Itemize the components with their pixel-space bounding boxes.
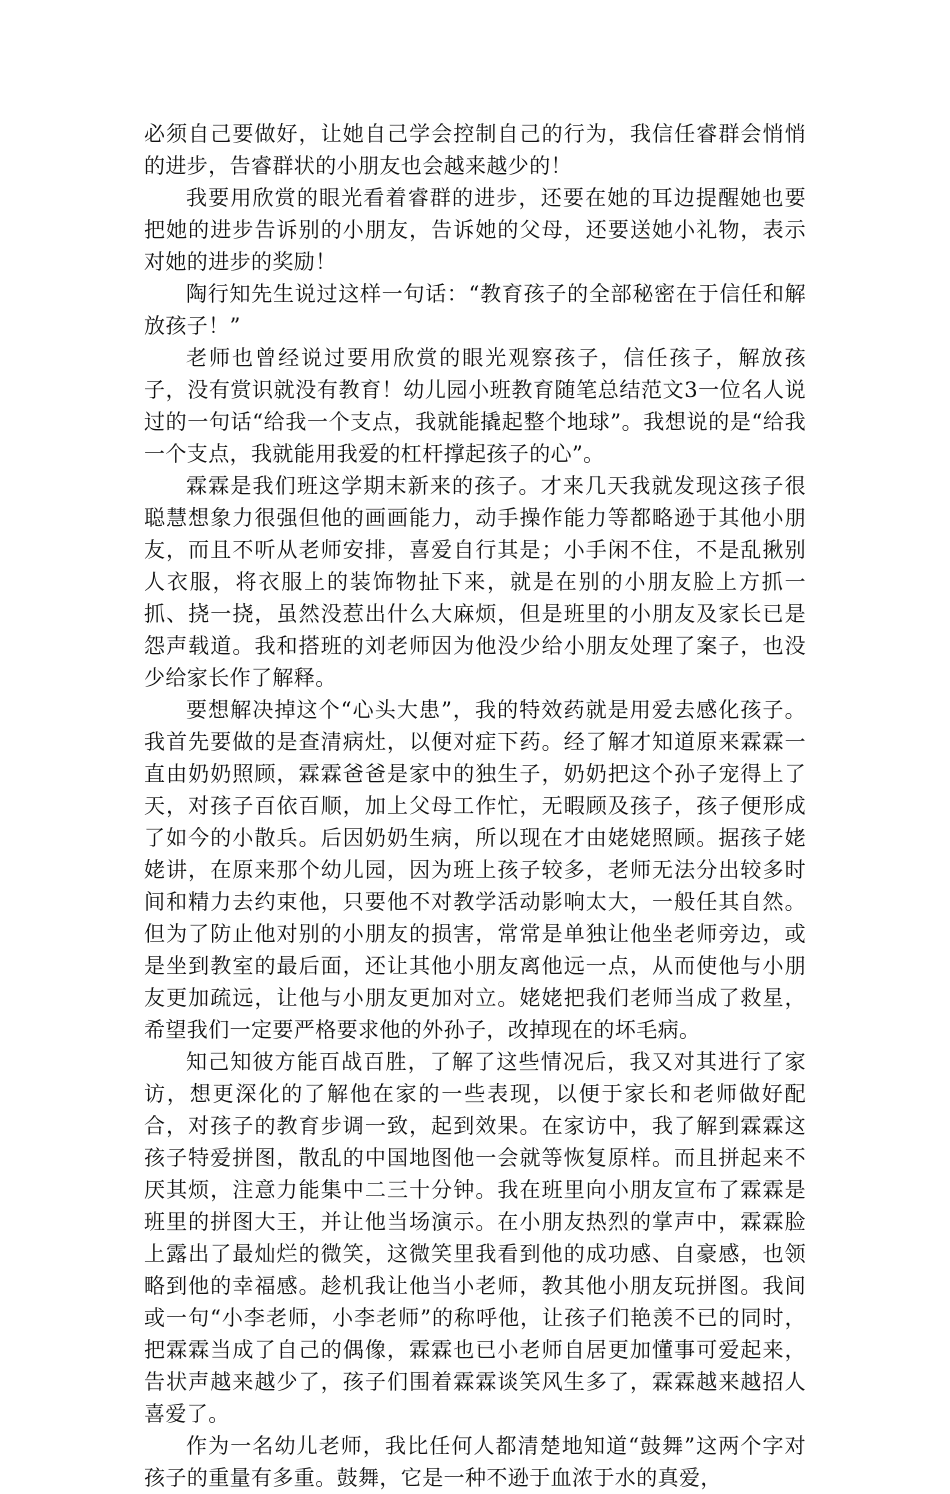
- document-body: [144, 118, 806, 1494]
- paragraph-4: 老师也曾经说过要用欣赏的眼光观察孩子，信任孩子，解放孩子，没有赏识就没有教育！幼儿园小班教育随笔总结范文3一位名人说过的一句话“给我一个支点，我就能撬起整个地球”。我想说的是“给我一个支点，我就能用我爱的杠杆撑起孩子的心”。: [144, 346, 806, 466]
- paragraph-6: 要想解决掉这个“心头大患”，我的特效药就是用爱去感化孩子。我首先要做的是查清病灶，以便对症下药。经了解才知道原来霖霖一直由奶奶照顾，霖霖爸爸是家中的独生子，奶奶把这个孙子宠得上了天，对孩子百依百顺，加上父母工作忙，无暇顾及孩子，孩子便形成了如今的小散兵。后因奶奶生病，所以现在才由姥姥照顾。据孩子姥姥讲，在原来那个幼儿园，因为班上孩子较多，老师无法分出较多时间和精力去约束他，只要他不对教学活动影响太大，一般任其自然。但为了防止他对别的小朋友的损害，常常是单独让他坐老师旁边，或是坐到教室的最后面，还让其他小朋友离他远一点，从而使他与小朋友更加疏远，让他与小朋友更加对立。姥姥把我们老师当成了救星，希望我们一定要严格要求他的外孙子，改掉现在的坏毛病。: [144, 698, 806, 1042]
- paragraph-2: 我要用欣赏的眼光看着睿群的进步，还要在她的耳边提醒她也要把她的进步告诉别的小朋友，告诉她的父母，还要送她小礼物，表示对她的进步的奖励！: [144, 186, 806, 274]
- paragraph-1: 必须自己要做好，让她自己学会控制自己的行为，我信任睿群会悄悄的进步，告睿群状的小朋友也会越来越少的！: [144, 122, 806, 178]
- paragraph-3: 陶行知先生说过这样一句话：“教育孩子的全部秘密在于信任和解放孩子！”: [144, 282, 806, 338]
- paragraph-8: 作为一名幼儿老师，我比任何人都清楚地知道“鼓舞”这两个字对孩子的重量有多重。鼓舞，它是一种不逊于血浓于水的真爱，: [144, 1434, 806, 1490]
- paragraph-5: 霖霖是我们班这学期末新来的孩子。才来几天我就发现这孩子很聪慧想象力很强但他的画画能力，动手操作能力等都略逊于其他小朋友，而且不听从老师安排，喜爱自行其是；小手闲不住，不是乱揪别人衣服，将衣服上的装饰物扯下来，就是在别的小朋友脸上方抓一抓、挠一挠，虽然没惹出什么大麻烦，但是班里的小朋友及家长已是怨声载道。我和搭班的刘老师因为他没少给小朋友处理了案子，也没少给家长作了解释。: [144, 474, 806, 690]
- paragraph-7: 知己知彼方能百战百胜，了解了这些情况后，我又对其进行了家访，想更深化的了解他在家的一些表现，以便于家长和老师做好配合，对孩子的教育步调一致，起到效果。在家访中，我了解到霖霖这孩子特爱拼图，散乱的中国地图他一会就等恢复原样。而且拼起来不厌其烦，注意力能集中二三十分钟。我在班里向小朋友宣布了霖霖是班里的拼图大王，并让他当场演示。在小朋友热烈的掌声中，霖霖脸上露出了最灿烂的微笑，这微笑里我看到他的成功感、自豪感，也领略到他的幸福感。趁机我让他当小老师，教其他小朋友玩拼图。我间或一句“小李老师，小李老师”的称呼他，让孩子们艳羡不已的同时，把霖霖当成了自己的偶像，霖霖也已小老师自居更加懂事可爱起来，告状声越来越少了，孩子们围着霖霖谈笑风生多了，霖霖越来越招人喜爱了。: [144, 1050, 806, 1426]
